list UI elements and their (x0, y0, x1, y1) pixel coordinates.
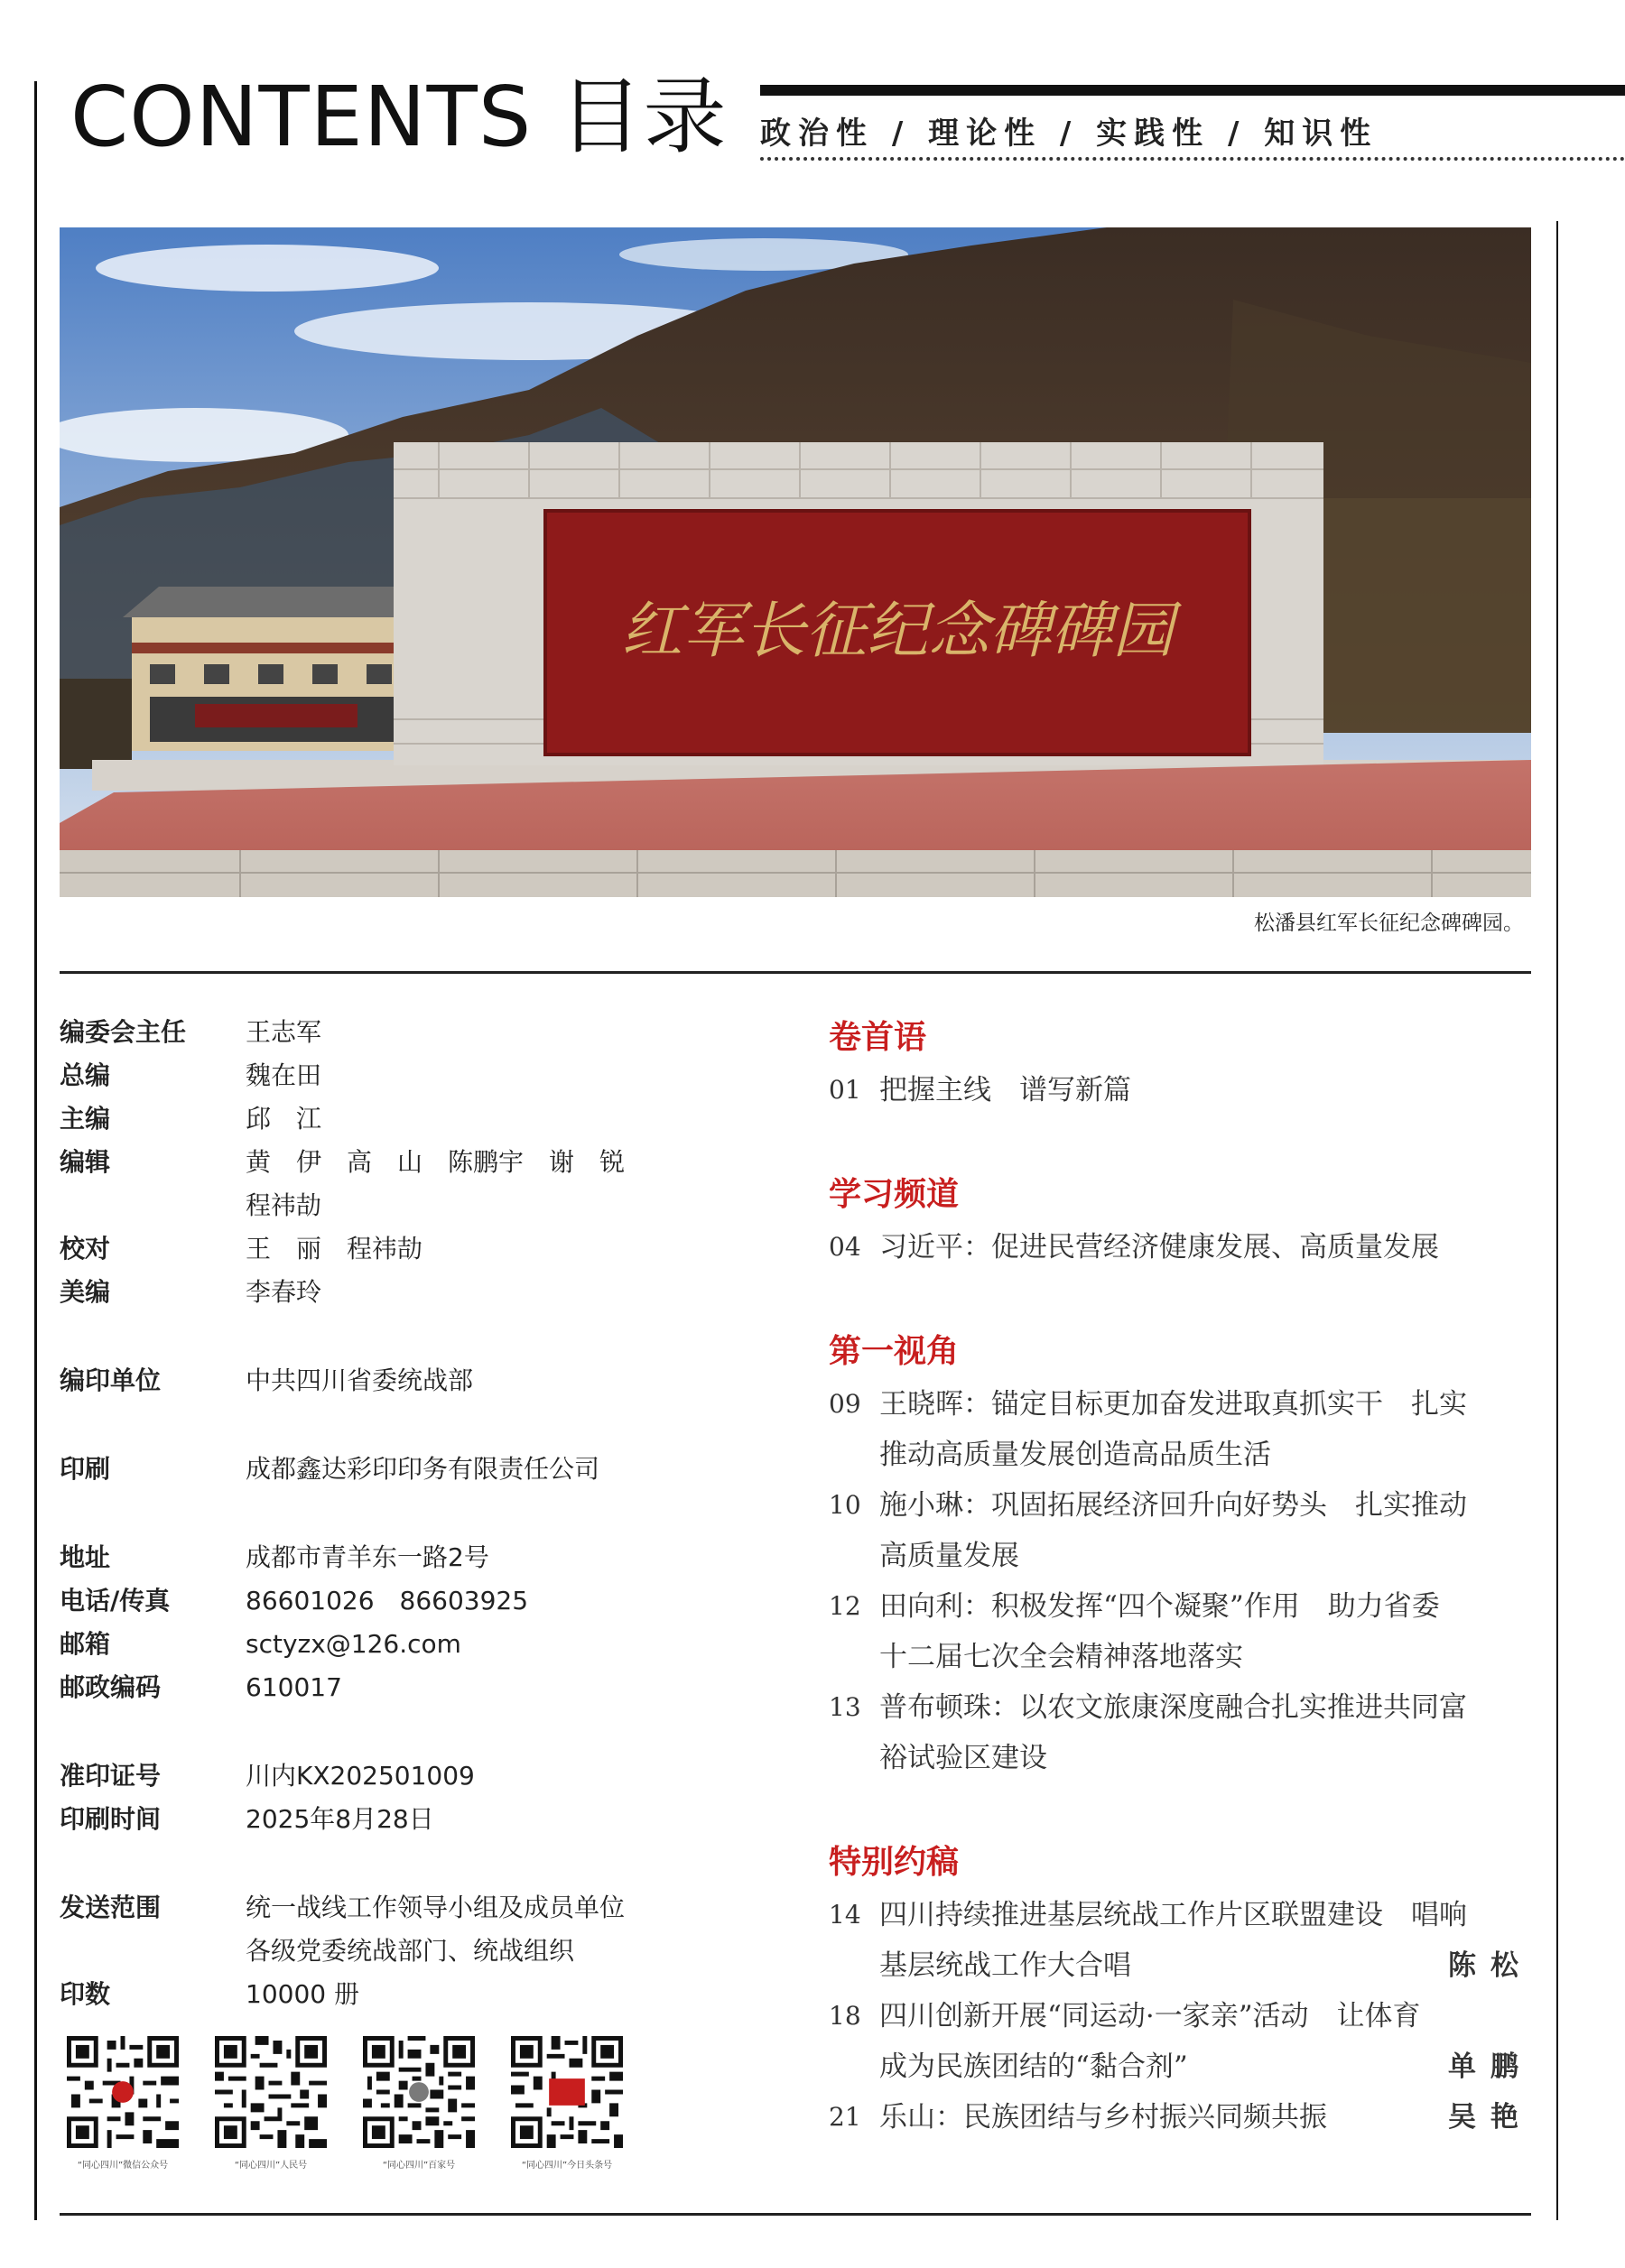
masthead-label: 编委会主任 (60, 1017, 187, 1047)
bottom-divider (60, 2213, 1531, 2216)
toc-entry-title: 裕试验区建设 (879, 1742, 1047, 1774)
masthead-row (60, 1011, 746, 1054)
masthead-label: 印刷时间 (60, 1804, 162, 1834)
masthead-label: 邮政编码 (60, 1672, 162, 1702)
toc-entry-title: 施小琳：巩固拓展经济回升向好势头 扎实推动 (879, 1489, 1467, 1522)
masthead-label: 电话/传真 (60, 1586, 171, 1615)
toc-page-number: 09 (829, 1389, 861, 1419)
toc-entry-title: 高质量发展 (879, 1540, 1019, 1572)
masthead-label: 地址 (60, 1542, 111, 1572)
masthead-label: 准印证号 (60, 1761, 162, 1791)
masthead-label: 总编 (60, 1060, 111, 1090)
masthead-value: 10000 册 (246, 1979, 359, 2009)
toc-entry-author: 单鹏 (1448, 2050, 1533, 2083)
masthead-row (60, 1054, 746, 1097)
cover-photo (60, 227, 1531, 897)
qr-code-icon (67, 2036, 179, 2148)
monument-inscription: 红军长征纪念碑碑园 (620, 596, 1175, 667)
toc-entry-author: 吴艳 (1448, 2101, 1533, 2134)
masthead-value: 王志军 (246, 1017, 322, 1047)
toc-entry-title: 成为民族团结的“黏合剂” (879, 2050, 1188, 2083)
toc-page-number: 21 (829, 2102, 861, 2132)
toc-entry-title: 普布顿珠：以农文旅康深度融合扎实推进共同富 (879, 1691, 1467, 1724)
header-dotted-rule (760, 157, 1625, 161)
qr-code-wechat[interactable] (65, 2036, 181, 2171)
masthead-value: 川内KX202501009 (246, 1761, 475, 1791)
masthead-row (60, 1798, 746, 1841)
header-tagline: 政治性 / 理论性 / 实践性 / 知识性 (760, 116, 1379, 152)
toc-page-number: 04 (829, 1232, 861, 1262)
masthead-value: 2025年8月28日 (246, 1804, 434, 1834)
header-bar (760, 85, 1625, 96)
masthead-row (60, 1886, 746, 1973)
toc-entry[interactable] (829, 1682, 1533, 1783)
masthead-value: 李春玲 (246, 1277, 322, 1307)
masthead-label: 编辑 (60, 1147, 111, 1177)
qr-caption: “同心四川”百家号 (382, 2161, 456, 2171)
right-vertical-rule (1556, 221, 1558, 2220)
masthead-row (60, 1666, 746, 1709)
photo-caption: 松潘县红军长征纪念碑碑园。 (1254, 912, 1524, 935)
masthead-row (60, 1097, 746, 1141)
masthead-value-line: 程祎劼 (246, 1190, 322, 1220)
masthead-value (238, 1886, 746, 1973)
qr-caption: “同心四川”微信公众号 (77, 2161, 169, 2171)
qr-caption: “同心四川”今日头条号 (521, 2161, 613, 2171)
masthead-row (60, 1141, 746, 1227)
masthead-value: 86601026 86603925 (246, 1586, 529, 1615)
masthead-value-line: 黄 伊 高 山 陈鹏宇 谢 锐 (246, 1147, 626, 1177)
toc-section-title: 学习频道 (829, 1176, 960, 1213)
masthead-value: 邱 江 (246, 1104, 322, 1134)
masthead-row (60, 1579, 746, 1623)
masthead-value: 中共四川省委统战部 (246, 1365, 474, 1395)
toc-entry[interactable] (829, 1379, 1533, 1480)
masthead-row (60, 1271, 746, 1314)
toc-entry-author: 陈松 (1448, 1949, 1533, 1982)
toc-entry-title: 基层统战工作大合唱 (879, 1949, 1131, 1982)
masthead-value: 成都市青羊东一路2号 (246, 1542, 489, 1572)
toc-entry-title: 乐山：民族团结与乡村振兴同频共振 (879, 2101, 1327, 2134)
toc-entry-title: 田向利：积极发挥“四个凝聚”作用 助力省委 (879, 1590, 1440, 1623)
qr-code-toutiao[interactable] (509, 2036, 625, 2171)
toc-entry[interactable] (829, 1480, 1533, 1581)
toc-section-title: 特别约稿 (829, 1844, 960, 1881)
masthead-row (60, 1754, 746, 1798)
toc-section-title: 第一视角 (829, 1333, 960, 1370)
masthead-value-line: 统一战线工作领导小组及成员单位 (246, 1893, 626, 1922)
toc-page-number: 13 (829, 1692, 861, 1722)
masthead-value: 王 丽 程祎劼 (246, 1234, 423, 1264)
toc-page-number: 14 (829, 1900, 861, 1930)
toc-entry[interactable] (829, 1581, 1533, 1682)
toc-entry-title: 四川创新开展“同运动·一家亲”活动 让体育 (879, 2000, 1421, 2032)
toc-section-title: 卷首语 (829, 1019, 927, 1056)
toc-page-number: 10 (829, 1490, 861, 1520)
masthead-value: 魏在田 (246, 1060, 322, 1090)
masthead-row (60, 1359, 746, 1402)
qr-caption: “同心四川”人民号 (234, 2161, 308, 2171)
qr-code-row (65, 2036, 625, 2171)
masthead-row (60, 1973, 746, 2016)
section-divider (60, 971, 1531, 974)
masthead-row (60, 1536, 746, 1579)
qr-code-icon (363, 2036, 475, 2148)
left-vertical-rule (34, 81, 37, 2220)
masthead-row (60, 1623, 746, 1666)
masthead-label: 印数 (60, 1979, 111, 2009)
toc-page-number: 12 (829, 1591, 861, 1621)
toc-entry-title: 把握主线 谱写新篇 (879, 1074, 1131, 1106)
toc-entry[interactable] (829, 1065, 1533, 1115)
qr-code-icon (511, 2036, 623, 2148)
page-title: CONTENTS 目录 (70, 69, 728, 165)
toc-entry[interactable] (829, 2092, 1533, 2143)
toc-entry-title: 王晓晖：锚定目标更加奋发进取真抓实干 扎实 (879, 1388, 1467, 1421)
qr-code-icon (215, 2036, 327, 2148)
masthead-label: 校对 (60, 1234, 111, 1264)
toc-page-number: 18 (829, 2001, 861, 2031)
toc-entry-title: 推动高质量发展创造高品质生活 (879, 1439, 1271, 1471)
toc-entry[interactable] (829, 1222, 1533, 1273)
masthead-row (60, 1448, 746, 1491)
masthead-label: 印刷 (60, 1454, 111, 1484)
masthead-value-line: 各级党委统战部门、统战组织 (246, 1936, 575, 1966)
masthead-value (238, 1141, 746, 1227)
masthead-label: 邮箱 (60, 1629, 111, 1659)
toc-entry-title: 习近平：促进民营经济健康发展、高质量发展 (879, 1231, 1439, 1264)
qr-code-renmin[interactable] (213, 2036, 329, 2171)
masthead-value: 610017 (246, 1672, 342, 1702)
table-of-contents (829, 1016, 1533, 2143)
masthead-value: 成都鑫达彩印印务有限责任公司 (246, 1454, 600, 1484)
masthead-info (60, 1011, 746, 2016)
masthead-row (60, 1227, 746, 1271)
toc-page-number: 01 (829, 1075, 861, 1105)
masthead-label: 发送范围 (60, 1893, 162, 1922)
toc-entry[interactable] (829, 1890, 1533, 1991)
qr-code-baijia[interactable] (361, 2036, 477, 2171)
masthead-label: 主编 (60, 1104, 111, 1134)
toc-entry-title: 十二届七次全会精神落地落实 (879, 1641, 1243, 1673)
toc-entry-title: 四川持续推进基层统战工作片区联盟建设 唱响 (879, 1899, 1467, 1931)
toc-entry[interactable] (829, 1991, 1533, 2092)
masthead-value: sctyzx@126.com (246, 1629, 461, 1659)
masthead-label: 美编 (60, 1277, 111, 1307)
masthead-label: 编印单位 (60, 1365, 162, 1395)
